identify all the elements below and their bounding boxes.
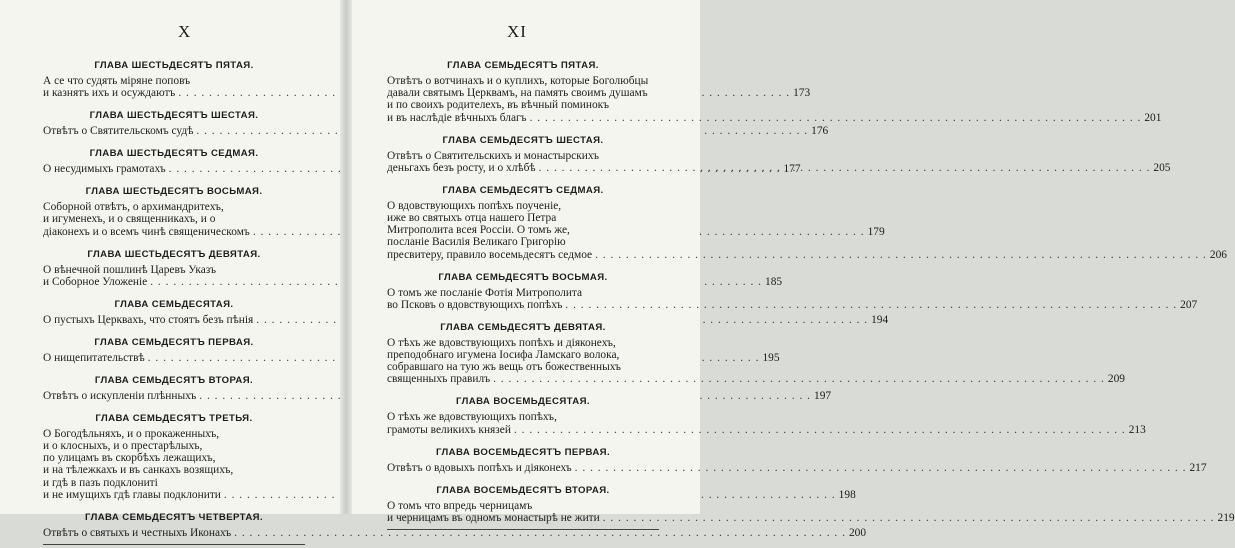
dot-leader — [565, 299, 1177, 312]
book-gutter — [340, 0, 352, 514]
chapter-heading: ГЛАВА СЕМЬДЕСЯТЪ ШЕСТАЯ. — [442, 134, 604, 146]
chapter-heading: ГЛАВА СЕМЬДЕСЯТЪ ВТОРАЯ. — [94, 374, 254, 386]
page-number: 194 — [871, 313, 889, 326]
dot-leader — [603, 512, 1215, 525]
chapter-heading: ГЛАВА СЕМЬДЕСЯТЪ ВОСЬМАЯ. — [438, 271, 608, 283]
entry-last-line: и Соборное Уложеніе — [43, 275, 148, 288]
dot-leader — [493, 373, 1105, 386]
page-number: 217 — [1189, 461, 1207, 474]
chapter-heading: ГЛАВА СЕМЬДЕСЯТЪ ДЕВЯТАЯ. — [440, 321, 606, 333]
page-number: 179 — [867, 225, 885, 238]
entry-text: О томъ же посланіе Фотія Митрополита — [387, 286, 583, 299]
page-number: 176 — [811, 125, 829, 138]
chapter-heading: ГЛАВА СЕМЬДЕСЯТАЯ. — [114, 298, 234, 310]
chapter-heading: ГЛАВА ШЕСТЬДЕСЯТЪ ВОСЬМАЯ. — [85, 186, 263, 198]
chapter-heading: ГЛАВА СЕМЬДЕСЯТЪ ЧЕТВЕРТАЯ. — [84, 511, 264, 523]
entry-text: А се что судять міряне поповъ — [43, 75, 191, 87]
dot-leader — [514, 424, 1126, 437]
entry-text: О томъ что впредь черницамъ — [387, 499, 533, 512]
entry-last-line: грамоты великихъ князей — [387, 423, 511, 436]
dot-leader — [539, 162, 1151, 175]
entry-last-line: священныхъ правилъ — [387, 373, 491, 386]
page-number: 177 — [783, 163, 801, 176]
page-number: 209 — [1107, 373, 1125, 386]
entry-text: О Богодѣльняхъ, и о прокаженныхъ, и о клосныхъ, и о престарѣлыхъ, по улицамъ въ скорбѣхъ лежащихъ, и на тѣлежкахъ и въ санкахъ возящихъ, и гдѣ в пазъ подклониті — [43, 427, 234, 489]
entry-last-line: Отвѣтъ о искупленіи плѣнныхъ — [43, 389, 197, 402]
page-number-roman: XI — [507, 22, 527, 41]
divider — [43, 544, 305, 545]
dot-leader — [575, 462, 1187, 475]
entry-last-line: и казнятъ ихъ и осуждаютъ — [43, 87, 176, 100]
page-number: 195 — [762, 351, 780, 364]
page-number: 198 — [838, 488, 856, 501]
chapter-heading: ГЛАВА СЕМЬДЕСЯТЪ ПЯТАЯ. — [447, 60, 599, 71]
page-number: 219 — [1217, 511, 1235, 524]
toc-entry — [43, 351, 780, 365]
entry-last-line: О нищепитательствѣ — [43, 351, 145, 364]
entry-text: О тѣхъ же вдовствующихъ попѣхъ и діяконехъ, преподобнаго игумена Іосифа Ламскаго волока, собравшаго на тую жъ вещь отъ божественныхъ — [387, 336, 621, 374]
entry-last-line: О несудимыхъ грамотахъ — [43, 163, 166, 176]
chapter-heading: ГЛАВА ШЕСТЬДЕСЯТЪ ПЯТАЯ. — [94, 60, 254, 71]
chapter-heading: ГЛАВА ВОСЕМЬДЕСЯТАЯ. — [456, 396, 590, 408]
page-number: 205 — [1153, 161, 1171, 174]
page-number: 213 — [1128, 423, 1146, 436]
entry-text: Соборной отвѣтъ, о архимандритехъ, и игуменехъ, и о священникахъ, и о — [43, 201, 224, 226]
entry-last-line: Отвѣтъ о Святительскомъ судѣ — [43, 125, 194, 138]
page-number: 197 — [814, 389, 832, 402]
divider — [387, 529, 659, 530]
entry-last-line: О пустыхъ Церквахъ, что стоятъ безъ пѣнія — [43, 313, 254, 326]
entry-last-line: и не имущихъ гдѣ главы подклонити — [43, 488, 221, 501]
entry-text: О вдовствующихъ попѣхъ поученіе, иже во святыхъ отца нашего Петра Митрополита всея Россіи. О томъ же, посланіе Василія Великаго Григорію — [387, 199, 570, 249]
entry-text: Отвѣтъ о Святительскихъ и монастырскихъ — [387, 149, 599, 162]
entry-text: Отвѣтъ о вотчинахъ и о куплихъ, которые Боголюбцы давали святымъ Церквамъ, на память своимъ душамъ и по своихъ родителехъ, въ вѣчный поминокъ — [387, 75, 649, 112]
page-number: 207 — [1180, 298, 1198, 311]
toc-entry — [387, 499, 1235, 530]
toc-entry — [43, 526, 867, 545]
dot-leader — [530, 112, 1142, 125]
page-number: 200 — [848, 526, 867, 539]
page-number: 173 — [793, 87, 811, 100]
entry-last-line: и черницамъ въ одномъ монастырѣ не жити — [387, 511, 600, 524]
chapter-heading: ГЛАВА ШЕСТЬДЕСЯТЪ СЕДМАЯ. — [89, 148, 259, 160]
entry-last-line: діаконехъ и о всемъ чинѣ священическомъ — [43, 225, 250, 238]
entry-text: О тѣхъ же вдовствующихъ попѣхъ, — [387, 411, 557, 424]
page-number: 185 — [765, 275, 783, 288]
entry-text: О вѣнечной пошлинѣ Царевъ Указъ — [43, 263, 216, 276]
entry-last-line: и въ наслѣдіе вѣчныхъ благъ — [387, 111, 527, 124]
chapter-heading: ГЛАВА ВОСЕМЬДЕСЯТЪ ПЕРВАЯ. — [435, 446, 611, 458]
entry-last-line: Отвѣтъ о вдовыхъ попѣхъ и діяконехъ — [387, 461, 572, 474]
entry-last-line: пресвитеру, правило восемьдесятъ седмое — [387, 248, 593, 261]
chapter-heading: ГЛАВА СЕМЬДЕСЯТЪ СЕДМАЯ. — [442, 184, 604, 196]
page-number-roman: X — [178, 22, 192, 41]
chapter-heading: ГЛАВА СЕМЬДЕСЯТЪ ПЕРВАЯ. — [94, 336, 254, 348]
entry-last-line: деньгахъ безъ росту, и о хлѣбѣ — [387, 161, 536, 174]
chapter-heading: ГЛАВА ШЕСТЬДЕСЯТЪ ДЕВЯТАЯ. — [87, 248, 261, 260]
chapter-heading: ГЛАВА СЕМЬДЕСЯТЪ ТРЕТЬЯ. — [95, 412, 253, 424]
toc-entry — [387, 286, 1198, 312]
toc-entry — [387, 411, 1146, 436]
entry-last-line: Отвѣтъ о святыхъ и честныхъ Иконахъ — [43, 526, 232, 539]
toc-entry — [387, 461, 1207, 475]
entry-last-line: во Псковъ о вдовствующихъ попѣхъ — [387, 298, 563, 311]
chapter-heading: ГЛАВА ВОСЕМЬДЕСЯТЪ ВТОРАЯ. — [436, 484, 610, 496]
chapter-heading: ГЛАВА ШЕСТЬДЕСЯТЪ ШЕСТАЯ. — [89, 110, 259, 122]
page-number: 206 — [1209, 248, 1227, 261]
page-number: 201 — [1144, 111, 1162, 124]
toc-entry — [43, 125, 829, 138]
dot-leader — [595, 249, 1207, 262]
